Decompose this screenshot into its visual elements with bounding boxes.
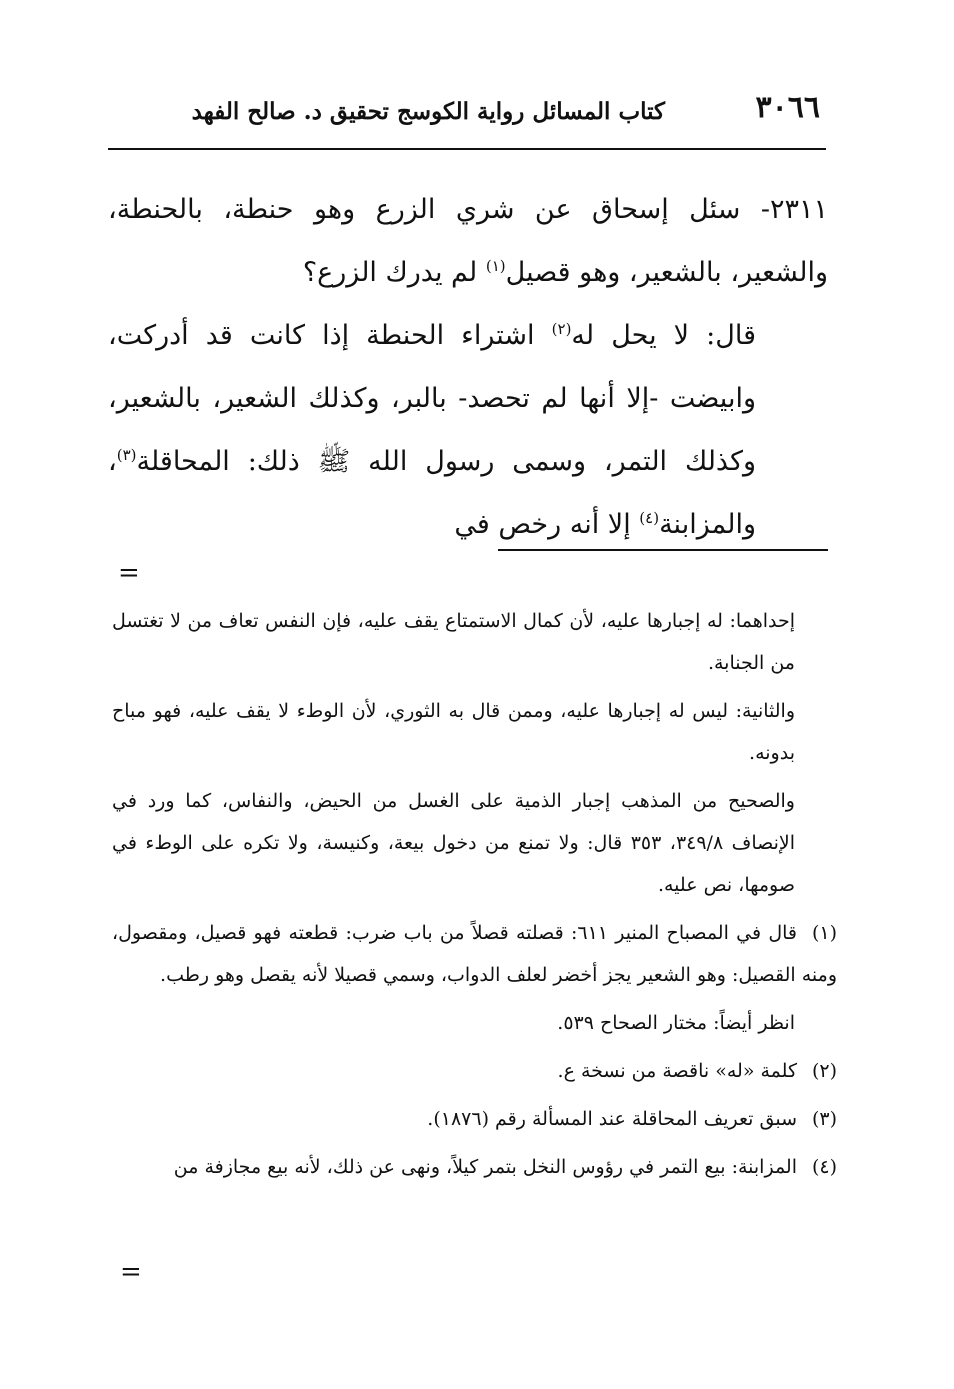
header-rule (108, 148, 826, 150)
footnote-label: (٣) (811, 1108, 837, 1130)
answer-text-d: إلا أنه رخص في (454, 509, 640, 540)
footnote-label: (٤) (811, 1156, 837, 1178)
page-number: ٣٠٦٦ (755, 90, 820, 125)
question-text-b: لم يدرك الزرع؟ (302, 257, 486, 288)
question-paragraph (108, 178, 828, 304)
issue-number: ٢٣١١- (760, 194, 828, 225)
footnote-text: المزابنة: بيع التمر في رؤوس النخل بتمر كيلاً، ونهى عن ذلك، لأنه بيع مجازفة من (173, 1156, 797, 1178)
footnote-1 (112, 912, 837, 996)
footnote-1-see-also (112, 1002, 837, 1044)
footnote-continuation (112, 600, 837, 906)
footnotes (112, 600, 837, 1194)
running-title: كتاب المسائل رواية الكوسج تحقيق د. صالح الفهد (191, 98, 665, 125)
answer-text-b: اشتراء الحنطة إذا كانت قد أدركت، وابيضت -إلا أنها لم تحصد- بالبر، وكذلك الشعير، بالشعير، وكذلك التمر، وسمى رسول الله ﷺ ذلك: المحاقلة (108, 320, 756, 477)
footnote-2 (112, 1050, 837, 1092)
continuation-mark-top: = (118, 558, 140, 588)
footnote-4 (112, 1146, 837, 1188)
footnote-ref-2: (٢) (551, 320, 572, 338)
footnote-continued-paragraph: والثانية: ليس له إجبارها عليه، وممن قال به الثوري، لأن الوطء لا يقف عليه، فهو مباح بدونه. (112, 700, 795, 764)
footnote-label: (٢) (811, 1060, 837, 1082)
footnote-separator (498, 549, 828, 551)
footnote-ref-3: (٣) (116, 446, 137, 464)
question-text-a: سئل إسحاق عن شري الزرع وهو حنطة، بالحنطة، والشعير، بالشعير، وهو قصيل (108, 194, 828, 288)
footnote-ref-4: (٤) (639, 509, 660, 527)
footnote-text: كلمة «له» ناقصة من نسخة ع. (557, 1060, 797, 1082)
footnote-text: قال في المصباح المنير ٦١١: قصلته قصلاً من باب ضرب: قطعته فهو قصيل، ومقصول، ومنه القصيل: وهو الشعير يجز أخضر لعلف الدواب، وسمي قصيلا لأنه يقصل وهو رطب. (112, 922, 837, 986)
continuation-mark-bottom: = (120, 1257, 142, 1287)
footnote-text: سبق تعريف المحاقلة عند المسألة رقم (١٨٧٦). (427, 1108, 797, 1130)
answer-text-c: ، والمزابنة (108, 446, 756, 540)
answer-text-a: قال: لا يحل له (571, 320, 756, 351)
footnote-label: (١) (811, 922, 837, 944)
footnote-text: انظر أيضاً: مختار الصحاح ٥٣٩. (557, 1012, 795, 1034)
footnote-ref-1: (١) (485, 257, 506, 275)
footnote-continued-paragraph: إحداهما: له إجبارها عليه، لأن كمال الاستمتاع يقف عليه، فإن النفس تعاف من لا تغتسل من الجنابة. (112, 610, 795, 674)
footnote-continued-paragraph: والصحيح من المذهب إجبار الذمية على الغسل من الحيض، والنفاس، كما ورد في الإنصاف ٣٤٩/٨، ٣٥٣ قال: ولا تمنع من دخول بيعة، وكنيسة، ولا تكره على الوطء في صومها، نص عليه. (112, 790, 795, 896)
footnote-3 (112, 1098, 837, 1140)
page-header (110, 90, 820, 132)
answer-paragraph (108, 304, 828, 556)
main-text (108, 178, 828, 556)
